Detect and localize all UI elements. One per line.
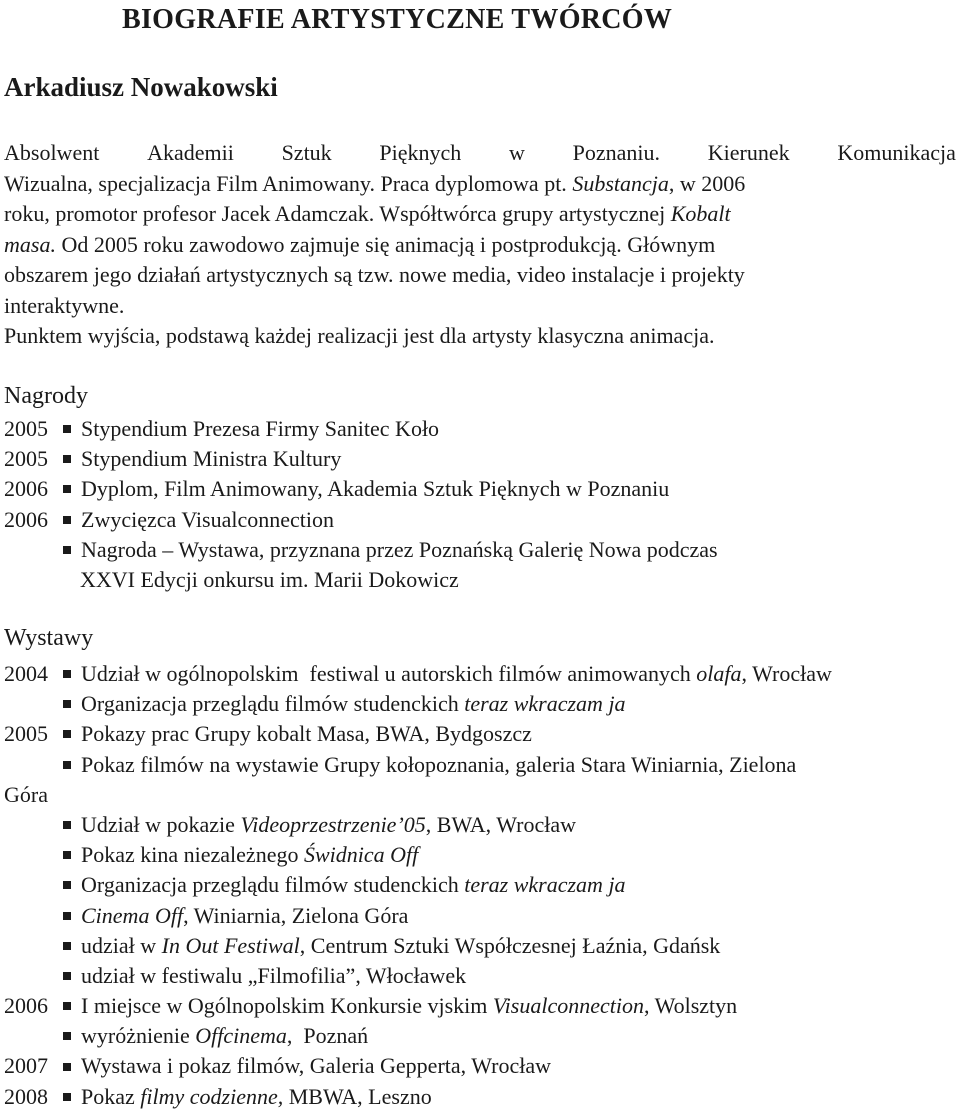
list-item: 2005 Stypendium Prezesa Firmy Sanitec Koło [4,416,440,441]
exhibitions-heading: Wystawy [4,625,94,651]
list-item: 2007 Wystawa i pokaz filmów, Galeria Gepperta, Wrocław [4,1053,551,1079]
bullet-icon [63,851,71,859]
bio-line-6: interaktywne. [4,292,125,318]
awards-heading: Nagrody [4,383,88,409]
bullet-icon [63,455,71,463]
exhibitions-list [4,659,958,1112]
list-item: Organizacja przeglądu filmów studenckich teraz wkraczam ja [4,870,958,900]
list-item: XXVI Edycji onkursu im. Marii Dokowicz [80,566,459,592]
bullet-icon [63,821,71,829]
list-item: udział w In Out Festiwal , Centrum Sztuki Współczesnej Łaźnia, Gdańsk [4,931,958,961]
list-item: udział w festiwalu „Filmofilia”, Włocławek [4,961,958,991]
bio-line-4: masa. Od 2005 roku zawodowo zajmuje się animacją i postprodukcją. Głównym [4,231,716,257]
list-item: wyróżnienie Offcinema , Poznań [4,1021,958,1051]
list-item: 2006 Zwycięzca Visualconnection [4,506,334,532]
awards-list [4,414,958,595]
document-title: BIOGRAFIE ARTYSTYCZNE TWÓRCÓW [122,4,673,35]
biography-paragraph [4,138,956,352]
bullet-icon [63,1063,71,1071]
list-item: Pokaz kina niezależnego Świdnica Off [4,840,958,870]
list-item: 2005 Pokazy prac Grupy kobalt Masa, BWA, Bydgoszcz [4,721,532,747]
artist-name: Arkadiusz Nowakowski [4,72,278,102]
bio-line-7: Punktem wyjścia, podstawą każdej realizacji jest dla artysty klasyczna animacja. [4,323,715,348]
bullet-icon [63,1032,71,1040]
list-item: 2006 I miejsce w Ogólnopolskim Konkursie vjskim Visualconnection , Wolsztyn [4,993,738,1019]
bullet-icon [63,425,71,433]
bullet-icon [63,761,71,769]
list-item: Udział w pokazie Videoprzestrzenie’05 , BWA, Wrocław [4,810,958,840]
list-item: Nagroda – Wystawa, przyznana przez Poznańską Galerię Nowa podczas [4,535,958,565]
bullet-icon [63,942,71,950]
bio-line-1: Absolwent Akademii Sztuk Pięknych w Poznaniu. Kierunek Komunikacja [4,140,956,165]
list-item: Organizacja przeglądu filmów studenckich teraz wkraczam ja [4,689,958,719]
list-item: 2006 Dyplom, Film Animowany, Akademia Sztuk Pięknych w Poznaniu [4,476,670,502]
list-item: 2008 Pokaz filmy codzienne, MBWA, Leszno [4,1083,432,1109]
bullet-icon [63,1002,71,1010]
bullet-icon [63,1093,71,1101]
bio-line-3: roku, promotor profesor Jacek Adamczak. Współtwórca grupy artystycznej Kobalt [4,201,731,226]
bullet-icon [63,881,71,889]
bullet-icon [63,516,71,524]
bullet-icon [63,670,71,678]
bio-line-5: obszarem jego działań artystycznych są tzw. nowe media, video instalacje i projekty [4,262,745,287]
bullet-icon [63,730,71,738]
bullet-icon [63,700,71,708]
bullet-icon [63,485,71,493]
list-item: Cinema Off , Winiarnia, Zielona Góra [4,901,958,931]
bullet-icon [63,972,71,980]
bullet-icon [63,546,71,554]
bio-line-2: Wizualna, specjalizacja Film Animowany. Praca dyplomowa pt. Substancja, w 2006 [4,170,746,196]
list-item: Pokaz filmów na wystawie Grupy kołopoznania, galeria Stara Winiarnia, Zielona [4,750,958,780]
list-item: Góra [4,781,48,807]
bullet-icon [63,912,71,920]
list-item: 2005 Stypendium Ministra Kultury [4,446,342,472]
list-item: 2004 Udział w ogólnopolskim festiwal u autorskich filmów animowanych olafa , Wrocław [4,661,832,686]
